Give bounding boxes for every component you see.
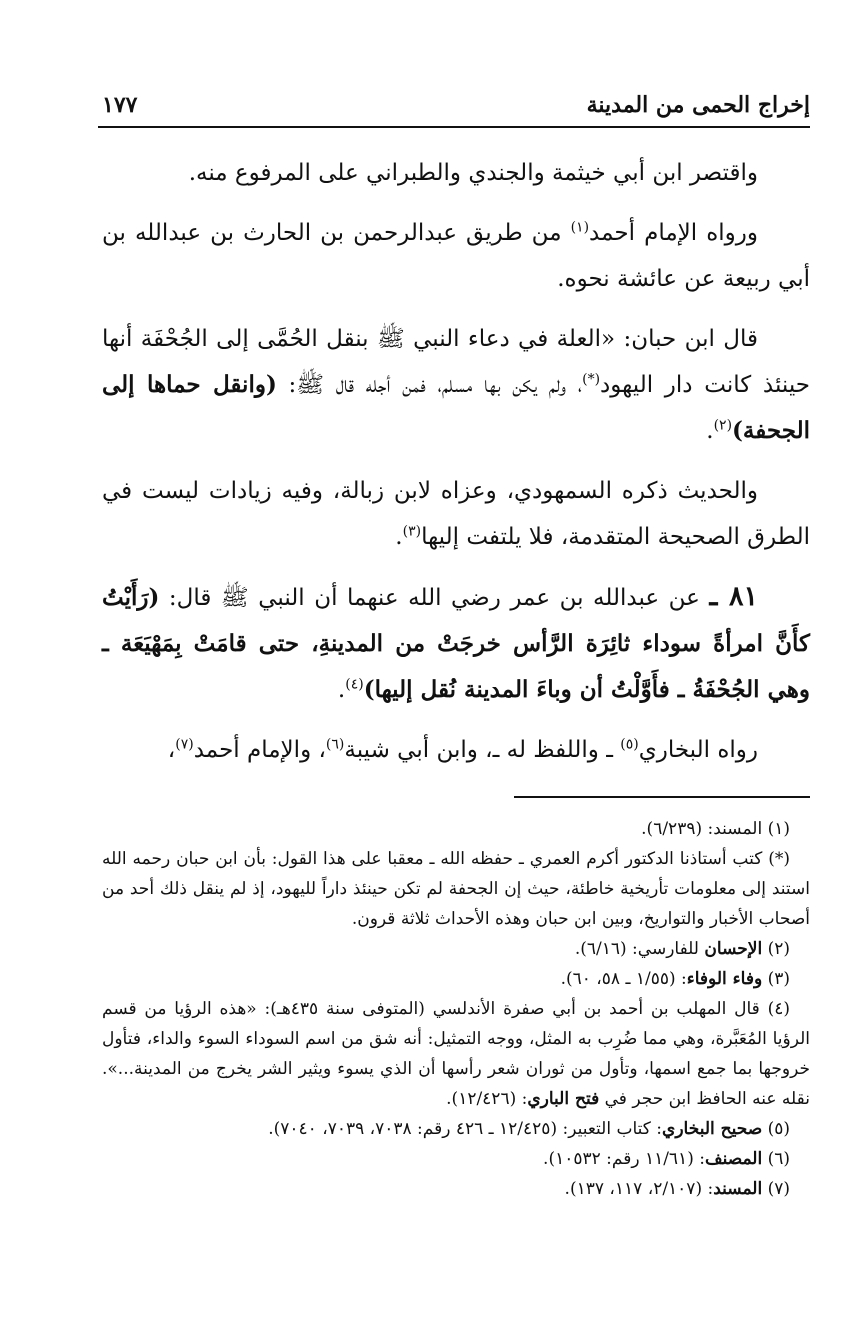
paragraph-4	[102, 468, 810, 560]
hadith-number: ٨١ ـ	[709, 581, 758, 612]
footnote-ref: (٥)	[620, 736, 639, 753]
footnote-text: : (١/٥٥ ـ ٥٨، ٦٠).	[560, 969, 687, 989]
paragraph-text: واقتصر ابن أبي خيثمة والجندي والطبراني على المرفوع منه.	[188, 160, 758, 186]
footnote-5	[102, 1114, 810, 1144]
footnote-6	[102, 1144, 810, 1174]
footnote-3	[102, 964, 810, 994]
footnote-text: : (١٢/٤٢٦).	[446, 1089, 528, 1109]
footnote-ref: (٤)	[345, 676, 364, 693]
footnotes	[102, 814, 810, 1204]
footnote-number: (٣)	[762, 969, 790, 989]
paragraph-text: والحديث ذكره السمهودي، وعزاه لابن زبالة، وفيه زيادات ليست في الطرق الصحيحة المتقدمة، فلا يلتفت إليها	[102, 478, 810, 550]
quoted-hadith: (وانقل حماها إلى الجحفة)	[102, 371, 810, 444]
footnote-ref: (٦)	[325, 736, 345, 753]
footnote-7	[102, 1174, 810, 1204]
paragraph-text: .	[337, 677, 346, 703]
source-title: وفاء الوفاء	[686, 969, 763, 989]
hadith-text: (رَأَيْتُ كأَنَّ امرأةً سوداء ثائِرَة الرَّأس خرجَتْ من المدينةِ، حتى قامَتْ بِمَهْيَعَة ـ وهي الجُحْفَةُ ـ فأَوَّلْتُ أن وباءَ المدينة نُقل إليها)	[102, 584, 810, 703]
footnote-4	[102, 994, 810, 1114]
paragraph-text: من طريق عبدالرحمن بن الحارث بن عبدالله بن أبي ربيعة عن عائشة نحوه.	[102, 220, 810, 292]
source-title: المصنف	[704, 1149, 763, 1169]
footnote-1: (١) المسند: (٦/٢٣٩).	[641, 819, 790, 839]
footnote-text: : (١١/٦١ رقم: ١٠٥٣٢).	[543, 1149, 705, 1169]
paragraph-2	[102, 210, 810, 302]
paragraph-text: عن عبدالله بن عمر رضي الله عنهما أن النبي ﷺ قال:	[159, 585, 710, 611]
footnote-number: (٦)	[762, 1149, 790, 1169]
paragraph-text: ورواه الإمام أحمد	[589, 220, 758, 246]
paragraph-text: رواه البخاري	[638, 737, 758, 763]
page-number: ١٧٧	[102, 92, 138, 118]
paragraph-text: .	[395, 524, 403, 550]
footnote-ref: (*)	[582, 371, 601, 388]
paragraph-text: ، والإمام أحمد	[193, 737, 326, 763]
paragraph-text: .	[706, 418, 714, 444]
footnote-2	[102, 934, 810, 964]
footnote-ref: (١)	[570, 219, 590, 236]
footnote-text: : (٢/١٠٧، ١١٧، ١٣٧).	[564, 1179, 714, 1199]
hadith-81	[102, 574, 810, 713]
source-title: المسند	[713, 1179, 763, 1199]
footnote-number: (٢)	[762, 939, 790, 959]
paragraph-text: ، ولم يكن بها مسلم، فمن أجله قال ﷺ:	[276, 372, 583, 398]
footnote-star: (*) كتب أستاذنا الدكتور أكرم العمري ـ حفظه الله ـ معقبا على هذا القول: بأن ابن حبان رحمه الله استند إلى معلومات تأريخية خاطئة، حيث إن الجحفة لم تكن حينئذ داراً لليهود، إذ لم ينقل ذلك أحد من أصحاب الأخبار والتواريخ، وبين ابن حبان وهذه الأحداث ثلاثة قرون.	[102, 849, 810, 929]
paragraph-text: ـ واللفظ له ـ، وابن أبي شيبة	[344, 737, 621, 763]
page-header	[98, 86, 810, 128]
footnote-ref: (٧)	[175, 736, 194, 753]
footnote-text: : كتاب التعبير: (١٢/٤٢٥ ـ ٤٢٦ رقم: ٧٠٣٨، ٧٠٣٩، ٧٠٤٠).	[268, 1119, 663, 1139]
paragraph-1	[102, 150, 810, 196]
footnote-ref: (٢)	[713, 417, 733, 434]
footnote-text: للفارسي: (٦/١٦).	[574, 939, 705, 959]
footnote-number: (٥)	[762, 1119, 790, 1139]
paragraph-6	[102, 727, 810, 773]
paragraph-3	[102, 316, 810, 454]
source-title: صحيح البخاري	[662, 1119, 763, 1139]
source-title: الإحسان	[704, 939, 763, 959]
paragraph-text: ،	[167, 737, 176, 763]
main-text	[102, 150, 810, 787]
footnote-text: (٤) قال المهلب بن أحمد بن أبي صفرة الأندلسي (المتوفى سنة ٤٣٥هـ): «هذه الرؤيا من قسم الرؤيا المُعَبَّرة، وهي مما ضُرِب به المثل، ووجه التمثيل: أنه شق من اسم السوداء السوء والداء، فتأول خروجها بما جمع اسمها، وتأول من ثوران شعر رأسها أن الذي يسوء ويثير الشر يخرج من المدينة...». نقله عنه الحافظ ابن حجر في	[102, 999, 810, 1109]
footnote-ref: (٣)	[402, 523, 422, 540]
footnote-number: (٧)	[762, 1179, 790, 1199]
running-title: إخراج الحمى من المدينة	[586, 92, 810, 118]
footnote-divider	[514, 796, 810, 798]
source-title: فتح الباري	[527, 1089, 600, 1109]
paragraph-text: قال ابن حبان: «العلة في دعاء النبي ﷺ بنقل الحُمَّى إلى الجُحْفَة أنها حينئذ كانت دار اليهود	[102, 326, 810, 398]
